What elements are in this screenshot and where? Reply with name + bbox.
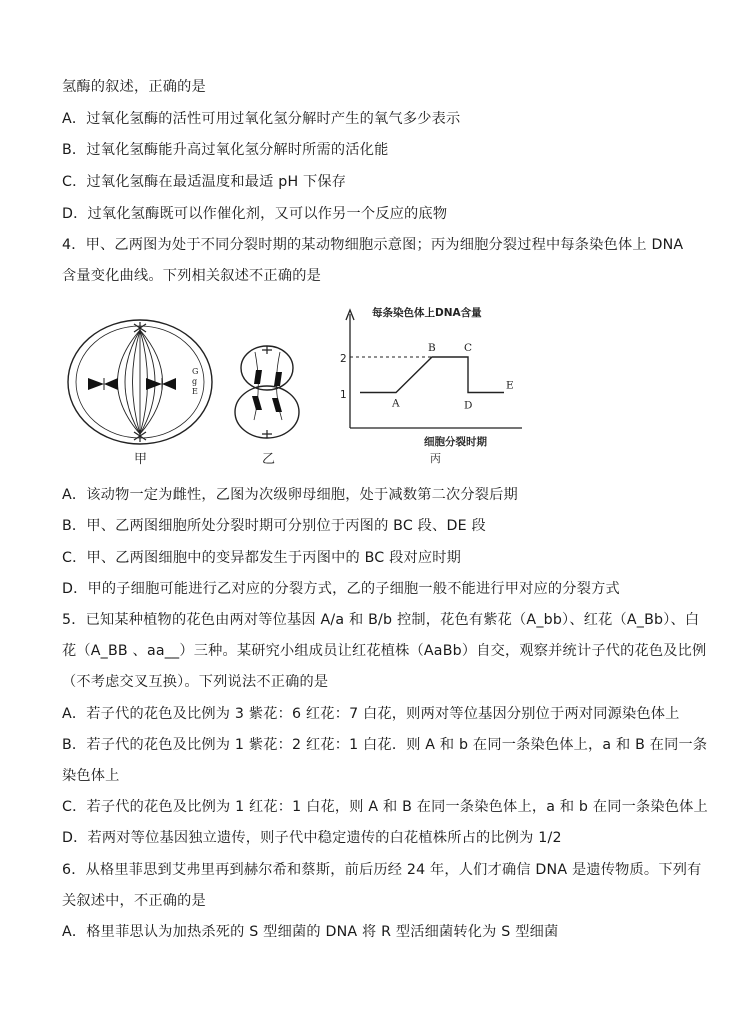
y-tick-label: 2 [340, 353, 347, 365]
option-a: A．该动物一定为雌性，乙图为次级卵母细胞，处于减数第二次分裂后期 [62, 487, 518, 503]
point-label-D: D [464, 399, 473, 412]
point-label-E: E [506, 379, 514, 392]
y-tick-label: 1 [340, 389, 347, 401]
option-b-cont: 染色体上 [62, 768, 120, 784]
chart-bing [340, 306, 522, 465]
x-axis-label: 细胞分裂时期 [424, 436, 487, 448]
option-a: A．过氧化氢酶的活性可用过氧化氢分解时产生的氧气多少表示 [62, 111, 461, 127]
option-d: D．甲的子细胞可能进行乙对应的分裂方式，乙的子细胞一般不能进行甲对应的分裂方式 [62, 581, 620, 597]
question-4-stem-cont: 含量变化曲线。下列相关叙述不正确的是 [62, 268, 321, 284]
point-label-B: B [428, 342, 436, 354]
question-6-stem-cont: 关叙述中，不正确的是 [62, 893, 206, 909]
option-b: B．甲、乙两图细胞所处分裂时期可分别位于丙图的 BC 段、DE 段 [62, 518, 486, 534]
cell-jia [68, 320, 212, 444]
cell-yi [235, 346, 299, 438]
point-label-A: A [392, 397, 400, 410]
dna-content-line [360, 357, 504, 393]
option-d: D．若两对等位基因独立遗传，则子代中稳定遗传的白花植株所占的比例为 1/2 [62, 830, 562, 846]
question-4-stem: 4．甲、乙两图为处于不同分裂时期的某动物细胞示意图；丙为细胞分裂过程中每条染色体上 DNA [62, 237, 684, 253]
text-line: 氢酶的叙述，正确的是 [62, 79, 206, 95]
option-d: D．过氧化氢酶既可以作催化剂，又可以作另一个反应的底物 [62, 206, 448, 222]
option-a: A．若子代的花色及比例为 3 紫花：6 红花：7 白花，则两对等位基因分别位于两对同源染色体上 [62, 706, 680, 722]
option-c: C．若子代的花色及比例为 1 红花：1 白花，则 A 和 B 在同一条染色体上，a 和 b 在同一条染色体上 [62, 799, 708, 815]
chart-title: 每条染色体上DNA含量 [372, 307, 482, 319]
gene-label-E: E [192, 387, 198, 396]
gene-label-G: G [192, 367, 199, 376]
figure-cells-and-chart [0, 300, 737, 475]
option-c: C．甲、乙两图细胞中的变异都发生于丙图中的 BC 段对应时期 [62, 550, 462, 566]
point-label-C: C [464, 342, 473, 354]
question-5-stem: 5．已知某种植物的花色由两对等位基因 A/a 和 B/b 控制，花色有紫花（A_bb）、红花（A_Bb）、白 [62, 612, 700, 628]
question-5-stem-cont: 花（A_BB 、aa__）三种。某研究小组成员让红花植株（AaBb）自交，观察并统计子代的花色及比例 [62, 643, 707, 659]
caption-jia: 甲 [134, 452, 148, 467]
chart-caption: 丙 [430, 452, 441, 465]
option-a: A．格里菲思认为加热杀死的 S 型细菌的 DNA 将 R 型活细菌转化为 S 型细菌 [62, 924, 559, 940]
option-c: C．过氧化氢酶在最适温度和最适 pH 下保存 [62, 174, 347, 190]
gene-label-g: g [192, 377, 198, 386]
question-5-stem-cont: （不考虑交叉互换）。下列说法不正确的是 [62, 674, 329, 690]
option-b: B．过氧化氢酶能升高过氧化氢分解时所需的活化能 [62, 142, 389, 158]
option-b: B．若子代的花色及比例为 1 紫花：2 红花：1 白花．则 A 和 b 在同一条染色体上，a 和 B 在同一条 [62, 737, 708, 753]
caption-yi: 乙 [262, 452, 276, 467]
question-6-stem: 6．从格里菲思到艾弗里再到赫尔希和蔡斯，前后历经 24 年，人们才确信 DNA 是遗传物质。下列有 [62, 862, 702, 878]
